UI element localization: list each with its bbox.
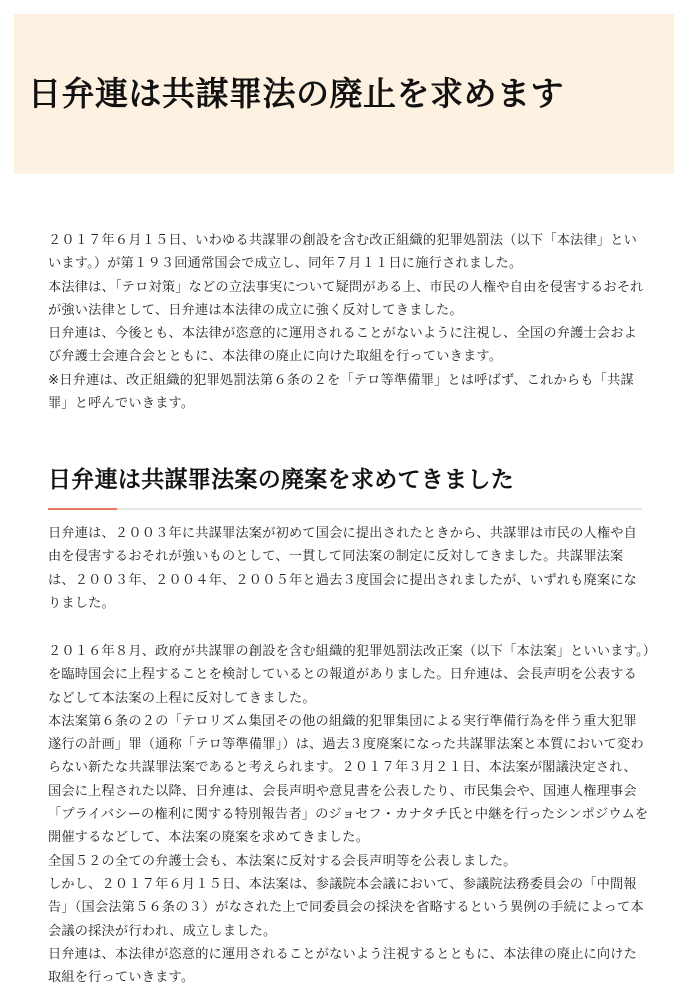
intro-paragraph-2: 本法律は、「テロ対策」などの立法事実について疑問がある上、市民の人権や自由を侵害するおそれが強い法律として、日弁連は本法律の成立に強く反対してきました。 — [48, 279, 644, 318]
bill-paragraph-1: ２０１６年８月、政府が共謀罪の創設を含む組織的犯罪処罰法改正案（以下「本法案」といいます。）を臨時国会に上程することを検討しているとの報道がありました。日弁連は、会長声明を公表するなどして本法案の上程に反対してきました。 — [48, 644, 650, 706]
section-heading: 日弁連は共謀罪法案の廃案を求めてきました — [48, 467, 514, 493]
heading-divider — [48, 508, 642, 510]
intro-note: ※日弁連は、改正組織的犯罪処罰法第６条の２を「テロ等準備罪」とは呼ばず、これからも「共謀罪」と呼んでいきます。 — [48, 372, 634, 412]
intro-paragraph-3: 日弁連は、今後とも、本法律が恣意的に運用されることがないように注視し、全国の弁護士会および弁護士会連合会とともに、本法律の廃止に向けた取組を行っていきます。 — [48, 326, 638, 365]
bill-block — [48, 640, 650, 989]
bill-paragraph-2: 本法案第６条の２の「テロリズム集団その他の組織的犯罪集団による実行準備行為を伴う重大犯罪遂行の計画」罪（通称「テロ等準備罪」）は、過去３度廃案になった共謀罪法案と本質において変わらない新たな共謀罪法案であると考えられます。２０１７年３月２１日、本法案が閣議決定され、国会に上程された以降、日弁連は、会長声明や意見書を公表したり、市民集会や、国連人権理事会「プライバシーの権利に関する特別報告者」のジョセフ・カナタチ氏と中継を行ったシンポジウムを開催するなどして、本法案の廃案を求めてきました。 — [48, 713, 649, 846]
section-heading-block — [48, 462, 642, 510]
history-paragraph: 日弁連は、２００３年に共謀罪法案が初めて国会に提出されたときから、共謀罪は市民の人権や自由を侵害するおそれが強いものとして、一貫して同法案の制定に反対してきました。共謀罪法案は、２００３年、２００４年、２００５年と過去３度国会に提出されましたが、いずれも廃案になりました。 — [48, 526, 638, 611]
page-title: 日弁連は共謀罪法の廃止を求めます — [28, 74, 564, 113]
intro-section — [48, 229, 650, 415]
bill-paragraph-5: 日弁連は、本法律が恣意的に運用されることがないよう注視するとともに、本法律の廃止に向けた取組を行っていきます。 — [48, 946, 638, 986]
intro-paragraph-1: ２０１７年６月１５日、いわゆる共謀罪の創設を含む改正組織的犯罪処罰法（以下「本法律」といいます。）が第１９３回通常国会で成立し、同年７月１１日に施行されました。 — [48, 233, 638, 272]
heading-accent-bar — [48, 508, 117, 510]
history-block — [48, 522, 650, 615]
bill-paragraph-4: しかし、２０１７年６月１５日、本法案は、参議院本会議において、参議院法務委員会の「中間報告」（国会法第５６条の３）がなされた上で同委員会の採決を省略するという異例の手続によって本会議の採決が行われ、成立しました。 — [48, 876, 644, 939]
page-header — [14, 14, 674, 174]
bill-paragraph-3: 全国５２の全ての弁護士会も、本法案に反対する会長声明等を公表しました。 — [48, 853, 517, 869]
